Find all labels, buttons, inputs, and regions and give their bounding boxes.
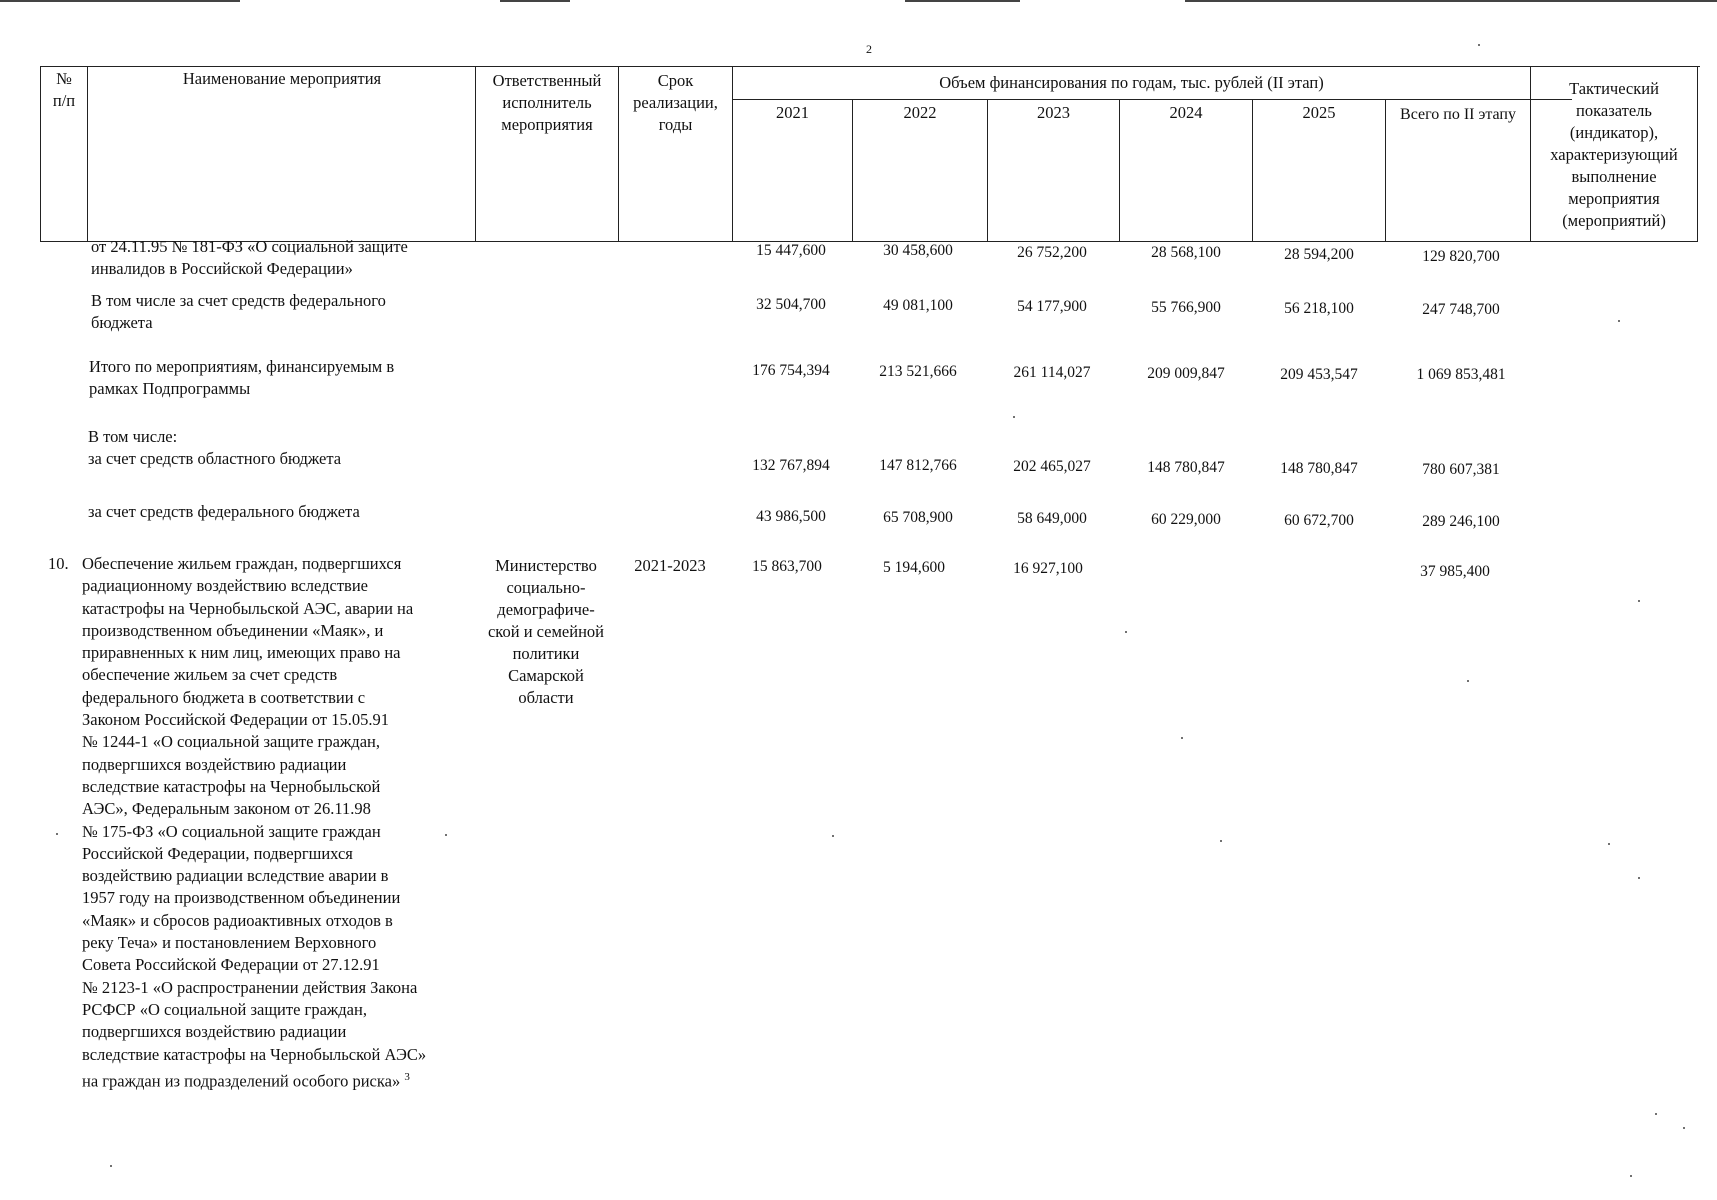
header-funding-group: Объем финансирования по годам, тыс. рублей (II этап) [939,73,1324,92]
row-name [88,501,468,523]
header-name: Наименование мероприятия [182,69,382,88]
row-name-line: за счет средств федерального бюджета [88,502,360,521]
row-value-2024: 209 009,847 [1147,365,1225,382]
row-10-name [82,553,482,1093]
header-responsible-line: мероприятия [501,115,593,134]
row-10-name-line: федерального бюджета в соответствии с [82,687,366,707]
header-top-border [40,66,1700,67]
header-year-2024: 2024 [1169,103,1203,122]
row-value-2022: 49 081,100 [883,297,953,314]
header-year-2023: 2023 [1037,103,1070,122]
header-number-line: п/п [52,91,76,110]
row-value-2024: 60 229,000 [1151,511,1221,528]
row-value-2023: 54 177,900 [1017,298,1087,315]
row-10-name-line: Законом Российской Федерации от 15.05.91 [82,710,389,730]
row-name [91,236,471,280]
row-10-value-2023: 16 927,100 [1013,560,1083,577]
row-name [91,290,471,334]
row-value-2023: 261 114,027 [1013,364,1091,381]
row-value-2022: 147 812,766 [879,457,957,474]
row-10-name-line: 1957 году на производственном объединении [82,888,401,908]
row-value-2025: 148 780,847 [1280,460,1358,477]
header-indicator-line: (индикатор), [1569,123,1659,142]
row-10-responsible-line: социально- [506,578,586,597]
header-term-line: реализации, [633,93,718,112]
row-name-line: за счет средств областного бюджета [88,449,342,468]
row-value-2025: 28 594,200 [1284,246,1354,263]
header-indicator-line: выполнение [1571,167,1657,186]
row-value-total: 289 246,100 [1422,513,1500,530]
row-10-name-line: вследствие катастрофы на Чернобыльской [82,776,381,796]
scan-speck [1125,631,1127,633]
row-10-name-line: № 2123-1 «О распространении действия Закона [82,977,418,997]
row-value-total: 247 748,700 [1422,301,1500,318]
row-10-responsible-line: демографиче- [497,600,595,619]
row-10-responsible-line: области [518,688,574,707]
row-10-name-line: вследствие катастрофы на Чернобыльской АЭС» [82,1044,427,1064]
row-10-term: 2021-2023 [634,556,706,575]
row-10-name-line: радиационному воздействию вследствие [82,576,368,596]
row-name-line: В том числе: [88,427,178,446]
scan-speck [445,834,447,836]
row-name-line: бюджета [91,313,153,332]
row-value-2021: 176 754,394 [752,362,830,379]
row-name [89,356,469,400]
header-term [619,70,732,136]
row-10-number: 10. [48,554,69,573]
header-term-line: годы [658,115,693,134]
top-rule [1185,0,1717,2]
row-10-name-line: подвергшихся воздействию радиации [82,1022,347,1042]
row-value-total: 129 820,700 [1422,248,1500,265]
row-10-name-line: производственном объединении «Маяк», и [82,620,384,640]
row-value-2022: 65 708,900 [883,509,953,526]
row-10-name-line [82,1066,482,1093]
row-10-name-line: воздействию радиации вследствие аварии в [82,866,389,886]
row-10-value-2021: 15 863,700 [752,558,822,575]
row-10-name-line: «Маяк» и сбросов радиоактивных отходов в [82,910,393,930]
scan-speck [1655,1113,1657,1115]
row-10-responsible-line: политики [512,644,580,663]
header-term-line: Срок [657,71,694,90]
header-subdivider [732,99,1572,100]
col-border [87,66,88,241]
scan-speck [1013,416,1015,418]
scan-speck [832,835,834,837]
scan-speck [110,1165,112,1167]
header-responsible [476,70,618,136]
header-indicator-line: характеризующий [1550,145,1678,164]
row-10-name-line: обеспечение жильем за счет средств [82,665,338,685]
row-name-line: инвалидов в Российской Федерации» [91,259,353,278]
row-10-name-line: катастрофы на Чернобыльской АЭС, аварии на [82,598,414,618]
row-value-2021: 15 447,600 [756,242,826,259]
row-10-value-2022: 5 194,600 [883,559,945,576]
row-10-responsible [476,555,616,709]
top-rule [0,0,240,2]
scan-speck [1220,840,1222,842]
row-10-name-line: Совета Российской Федерации от 27.12.91 [82,955,380,975]
row-10-name-line: приравненных к ним лиц, имеющих право на [82,643,401,663]
scan-speck [1630,1175,1632,1177]
header-year-2022: 2022 [903,103,937,122]
header-indicator-line: мероприятия [1568,189,1660,208]
row-value-2025: 209 453,547 [1280,366,1358,383]
header-indicator-line: показатель [1576,101,1652,120]
row-10-responsible-line: Самарской [508,666,584,685]
row-value-2022: 30 458,600 [883,242,953,259]
header-indicator-line: Тактический [1569,79,1659,98]
footnote-mark: 3 [404,1070,410,1083]
header-indicator [1531,78,1697,232]
row-value-2023: 58 649,000 [1017,510,1087,527]
row-value-2022: 213 521,666 [879,363,957,380]
row-10-name-line: № 1244-1 «О социальной защите граждан, [82,732,380,752]
scan-speck [1618,320,1620,322]
row-value-2024: 28 568,100 [1151,244,1221,261]
header-total: Всего по II этапу [1400,106,1516,123]
header-year-2021: 2021 [776,103,809,122]
page-number: 2 [866,42,872,56]
row-value-total: 1 069 853,481 [1416,366,1506,383]
row-10-name-line: подвергшихся воздействию радиации [82,754,347,774]
row-value-total: 780 607,381 [1422,461,1500,478]
row-10-value-total: 37 985,400 [1420,563,1490,580]
row-value-2024: 148 780,847 [1147,459,1225,476]
row-name-line: рамках Подпрограммы [89,379,251,398]
scan-speck [1608,843,1610,845]
row-value-2023: 202 465,027 [1013,458,1091,475]
col-border [1697,66,1698,241]
row-10-responsible-line: ской и семейной [487,622,604,641]
header-number [42,68,86,112]
header-indicator-line: (мероприятий) [1562,211,1666,230]
row-10-name-line: РСФСР «О социальной защите граждан, [82,999,367,1019]
header-responsible-line: исполнитель [502,93,592,112]
scan-speck [56,833,58,835]
row-name-line: Итого по мероприятиям, финансируемым в [89,357,395,376]
scan-speck [1478,44,1480,46]
row-10-responsible-line: Министерство [495,556,597,575]
header-responsible-line: Ответственный [492,71,602,90]
row-10-name-last: на граждан из подразделений особого риска» [82,1071,401,1091]
scan-speck [1638,877,1640,879]
col-border [40,66,41,241]
row-value-2023: 26 752,200 [1017,244,1087,261]
top-rule [905,0,1020,2]
top-rule [500,0,570,2]
header-number-line: № [56,69,72,88]
row-value-2021: 32 504,700 [756,296,826,313]
table-header [40,66,1699,242]
row-value-2025: 60 672,700 [1284,512,1354,529]
scan-speck [1467,680,1469,682]
scan-speck [1181,737,1183,739]
row-10-name-line: № 175-ФЗ «О социальной защите граждан [82,821,381,841]
header-year-2025: 2025 [1302,103,1336,122]
row-name [88,426,468,470]
row-10-name-line: Обеспечение жильем граждан, подвергшихся [82,554,402,573]
scan-speck [1638,600,1640,602]
row-value-2024: 55 766,900 [1151,299,1221,316]
scan-speck [1683,1127,1685,1129]
row-value-2025: 56 218,100 [1284,300,1354,317]
row-10-name-line: реку Теча» и постановлением Верховного [82,933,377,953]
row-10-name-line: Российской Федерации, подвергшихся [82,843,353,863]
row-name-line: от 24.11.95 № 181-ФЗ «О социальной защите [91,237,408,256]
row-value-2021: 43 986,500 [756,508,826,525]
row-10-name-line: АЭС», Федеральным законом от 26.11.98 [82,799,371,819]
row-value-2021: 132 767,894 [752,457,830,474]
row-name-line: В том числе за счет средств федерального [91,291,386,310]
